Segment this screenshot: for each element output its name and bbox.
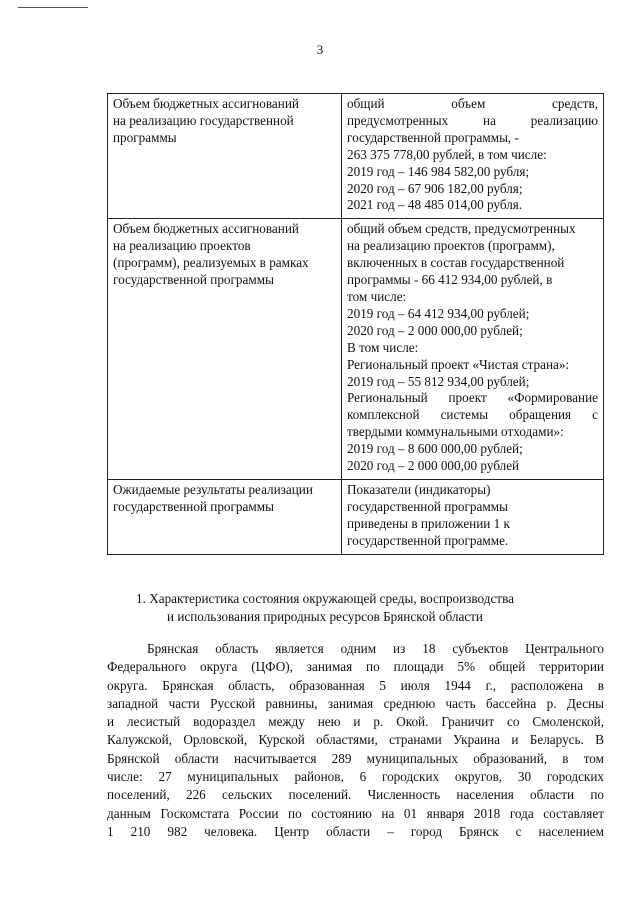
- paragraph-line: поселений, 226 сельских поселений. Численность населения области по: [107, 787, 604, 803]
- value-line: 2019 год – 55 812 934,00 рублей;: [347, 373, 530, 389]
- label-line: программы: [113, 129, 177, 145]
- label-line: на реализацию государственной: [113, 112, 294, 128]
- value-line: 263 375 778,00 рублей, в том числе:: [347, 146, 547, 162]
- label-line: Ожидаемые результаты реализации: [113, 481, 313, 497]
- paragraph-line: Брянской области насчитывается 289 муниципальных образований, в том: [107, 750, 604, 766]
- value-line: Региональный проект «Чистая страна»:: [347, 356, 570, 372]
- section-heading: [80, 590, 570, 626]
- paragraph-line: данным Госкомстата России по состоянию на 01 января 2018 года составляет: [107, 805, 604, 821]
- paragraph-line: округа. Брянская область, образованная 5 июля 1944 г., расположена в: [107, 677, 604, 693]
- value-line: общий объем средств, предусмотренных: [347, 221, 576, 237]
- value-line: комплексной системы обращения с: [347, 407, 598, 423]
- label-line: (программ), реализуемых в рамках: [113, 255, 309, 271]
- value-line: 2021 год – 48 485 014,00 рубля.: [347, 197, 523, 213]
- table-row: [108, 219, 604, 480]
- value-line: 2020 год – 67 906 182,00 рубля;: [347, 180, 523, 196]
- paragraph-line: Калужской, Орловской, Курской областями, странами Украина и Беларусь. В: [107, 732, 604, 748]
- label-line: Объем бюджетных ассигнований: [113, 96, 299, 111]
- row-value-cell: [342, 94, 604, 219]
- value-line: предусмотренных на реализацию: [347, 112, 598, 128]
- top-edge-mark: [18, 7, 88, 8]
- value-line: том числе:: [347, 288, 407, 304]
- paragraph-line: числе: 27 муниципальных районов, 6 городских округов, 30 городских: [107, 769, 604, 785]
- value-line: В том числе:: [347, 339, 419, 355]
- label-line: государственной программы: [113, 498, 274, 514]
- program-passport-table: [107, 93, 604, 555]
- paragraph-line: 1 210 982 человека. Центр области – город Брянск с населением: [107, 823, 604, 839]
- body-paragraph: [107, 640, 604, 841]
- value-line: государственной программы, -: [347, 129, 519, 145]
- value-line: включенных в состав государственной: [347, 255, 565, 271]
- table-row: [108, 479, 604, 554]
- paragraph-line: западной части Русской равнины, занимая среднюю часть бассейна р. Десны: [107, 695, 604, 711]
- value-line: Показатели (индикаторы): [347, 481, 491, 497]
- value-line: государственной программе.: [347, 532, 509, 548]
- paragraph-line: Брянская область является одним из 18 субъектов Центрального: [147, 641, 604, 656]
- row-value-cell: [342, 219, 604, 480]
- paragraph-line: и лесистый водораздел между нею и р. Окой. Граничит со Смоленской,: [107, 714, 604, 730]
- value-line: 2020 год – 2 000 000,00 рублей: [347, 458, 520, 474]
- value-line: общий объем средств,: [347, 96, 598, 111]
- value-line: на реализацию проектов (программ),: [347, 238, 555, 254]
- page-number: 3: [316, 42, 324, 57]
- value-line: программы - 66 412 934,00 рублей, в: [347, 272, 553, 288]
- label-line: Объем бюджетных ассигнований: [113, 221, 299, 237]
- label-line: на реализацию проектов: [113, 238, 251, 254]
- value-line: твердыми коммунальными отходами»:: [347, 424, 564, 440]
- paragraph-line: Федерального округа (ЦФО), занимая по площади 5% общей территории: [107, 659, 604, 675]
- row-label-cell: [108, 219, 342, 480]
- table-row: [108, 94, 604, 219]
- row-value-cell: [342, 479, 604, 554]
- row-label-cell: [108, 479, 342, 554]
- value-line: 2019 год – 64 412 934,00 рублей;: [347, 305, 530, 321]
- section-heading-line: 1. Характеристика состояния окружающей среды, воспроизводства: [136, 591, 514, 606]
- row-label-cell: [108, 94, 342, 219]
- value-line: 2019 год – 146 984 582,00 рубля;: [347, 163, 530, 179]
- value-line: Региональный проект «Формирование: [347, 390, 598, 406]
- value-line: 2020 год – 2 000 000,00 рублей;: [347, 322, 523, 338]
- section-heading-line: и использования природных ресурсов Брянской области: [166, 609, 483, 624]
- value-line: 2019 год – 8 600 000,00 рублей;: [347, 441, 523, 457]
- value-line: приведены в приложении 1 к: [347, 515, 510, 531]
- value-line: государственной программы: [347, 498, 508, 514]
- label-line: государственной программы: [113, 272, 274, 288]
